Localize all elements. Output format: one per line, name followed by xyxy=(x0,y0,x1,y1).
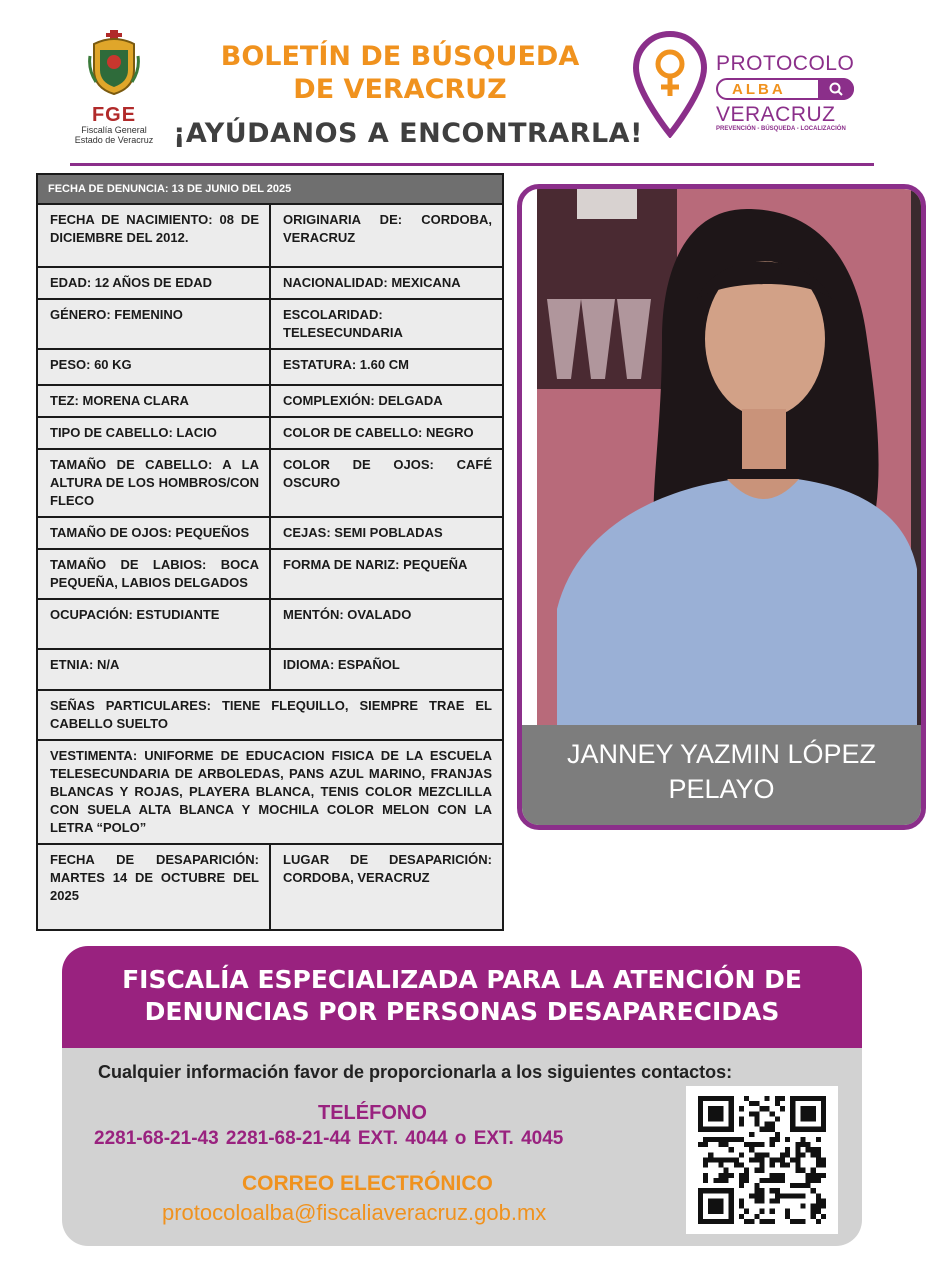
eye-size: TAMAÑO DE OJOS: PEQUEÑOS xyxy=(37,517,270,549)
table-row xyxy=(37,517,503,549)
bulletin-line-2: DE VERACRUZ xyxy=(293,74,507,105)
table-row xyxy=(37,844,503,930)
table-row xyxy=(37,349,503,385)
person-data-table xyxy=(36,173,504,931)
table-row xyxy=(37,599,503,649)
email-address[interactable]: protocoloalba@fiscaliaveracruz.gob.mx xyxy=(162,1200,547,1225)
birth-date: FECHA DE NACIMIENTO: 08 DE DICIEMBRE DEL 2012. xyxy=(37,204,270,267)
language: IDIOMA: ESPAÑOL xyxy=(270,649,503,690)
lip-size: TAMAÑO DE LABIOS: BOCA PEQUEÑA, LABIOS DELGADOS xyxy=(37,549,270,599)
header-divider xyxy=(70,163,874,166)
nose-shape: FORMA DE NARIZ: PEQUEÑA xyxy=(270,549,503,599)
hair-length: TAMAÑO DE CABELLO: A LA ALTURA DE LOS HOMBROS/CON FLECO xyxy=(37,449,270,517)
table-row xyxy=(37,549,503,599)
footer-title-band xyxy=(62,946,862,1048)
table-row xyxy=(37,299,503,349)
distinguishing-marks: SEÑAS PARTICULARES: TIENE FLEQUILLO, SIEMPRE TRAE EL CABELLO SUELTO xyxy=(37,690,503,740)
hair-type: TIPO DE CABELLO: LACIO xyxy=(37,417,270,449)
clothing: VESTIMENTA: UNIFORME DE EDUCACION FISICA DE LA ESCUELA TELESECUNDARIA DE ARBOLEDAS, PANS AZUL MARINO, FRANJAS BLANCAS Y ROJAS, PLAYERA BLANCA, TENIS COLOR MEZCLILLA CON SUELA ALTA BLANCA Y MOCHILA COLOR MELON CON LA LETRA “POLO” xyxy=(37,740,503,844)
table-row xyxy=(37,740,503,844)
footer-title-line-2: DENUNCIAS POR PERSONAS DESAPARECIDAS xyxy=(144,997,780,1026)
table-row xyxy=(37,385,503,417)
person-name-line-1: JANNEY YAZMIN LÓPEZ xyxy=(566,739,877,769)
chin: MENTÓN: OVALADO xyxy=(270,599,503,649)
photo-card xyxy=(517,184,926,830)
phone-numbers[interactable]: 2281-68-21-43 2281-68-21-44 EXT. 4044 o EXT. 4045 xyxy=(94,1128,564,1149)
skin-tone: TEZ: MORENA CLARA xyxy=(37,385,270,417)
qr-code[interactable] xyxy=(686,1086,838,1234)
fge-sub-1: Fiscalía General xyxy=(81,125,147,135)
location-pin-female-icon xyxy=(632,30,708,138)
build: COMPLEXIÓN: DELGADA xyxy=(270,385,503,417)
coat-of-arms-icon xyxy=(88,30,140,96)
alba-line-3: VERACRUZ xyxy=(716,103,836,126)
ethnicity: ETNIA: N/A xyxy=(37,649,270,690)
email-label: CORREO ELECTRÓNICO xyxy=(242,1172,493,1195)
fge-sub-2: Estado de Veracruz xyxy=(74,135,154,145)
origin: ORIGINARIA DE: CORDOBA, VERACRUZ xyxy=(270,204,503,267)
contact-instruction: Cualquier información favor de proporcionarla a los siguientes contactos: xyxy=(98,1062,733,1082)
footer-title-line-1: FISCALÍA ESPECIALIZADA PARA LA ATENCIÓN DE xyxy=(122,965,802,994)
table-header-row xyxy=(37,174,503,204)
gender: GÉNERO: FEMENINO xyxy=(37,299,270,349)
age: EDAD: 12 AÑOS DE EDAD xyxy=(37,267,270,299)
bulletin-title xyxy=(180,40,620,106)
height: ESTATURA: 1.60 CM xyxy=(270,349,503,385)
missing-person-photo xyxy=(537,189,921,725)
hair-color: COLOR DE CABELLO: NEGRO xyxy=(270,417,503,449)
fge-logo xyxy=(64,30,164,152)
disappearance-date: FECHA DE DESAPARICIÓN: MARTES 14 DE OCTUBRE DEL 2025 xyxy=(37,844,270,930)
table-row xyxy=(37,267,503,299)
disappearance-place: LUGAR DE DESAPARICIÓN: CORDOBA, VERACRUZ xyxy=(270,844,503,930)
alba-pill xyxy=(716,78,854,100)
eye-color: COLOR DE OJOS: CAFÉ OSCURO xyxy=(270,449,503,517)
weight: PESO: 60 KG xyxy=(37,349,270,385)
alba-line-2: ALBA xyxy=(732,81,786,98)
fge-label: FGE xyxy=(91,104,137,126)
alba-tagline: PREVENCIÓN - BÚSQUEDA - LOCALIZACIÓN xyxy=(716,126,846,132)
phone-label: TELÉFONO xyxy=(318,1102,427,1124)
table-row xyxy=(37,417,503,449)
table-row xyxy=(37,449,503,517)
person-name-line-2: PELAYO xyxy=(668,774,775,804)
bulletin-line-1: BOLETÍN DE BÚSQUEDA xyxy=(220,41,580,72)
help-title: ¡AYÚDANOS A ENCONTRARLA! xyxy=(173,118,643,149)
nationality: NACIONALIDAD: MEXICANA xyxy=(270,267,503,299)
table-row xyxy=(37,649,503,690)
protocolo-alba-logo xyxy=(632,30,872,142)
eyebrows: CEJAS: SEMI POBLADAS xyxy=(270,517,503,549)
table-row xyxy=(37,690,503,740)
alba-line-1: PROTOCOLO xyxy=(716,52,855,75)
schooling: ESCOLARIDAD: TELESECUNDARIA xyxy=(270,299,503,349)
person-name xyxy=(522,725,921,825)
qr-code-icon xyxy=(696,1096,828,1224)
occupation: OCUPACIÓN: ESTUDIANTE xyxy=(37,599,270,649)
report-date: FECHA DE DENUNCIA: 13 DE JUNIO DEL 2025 xyxy=(37,174,503,204)
search-icon xyxy=(818,78,854,100)
table-row xyxy=(37,204,503,267)
